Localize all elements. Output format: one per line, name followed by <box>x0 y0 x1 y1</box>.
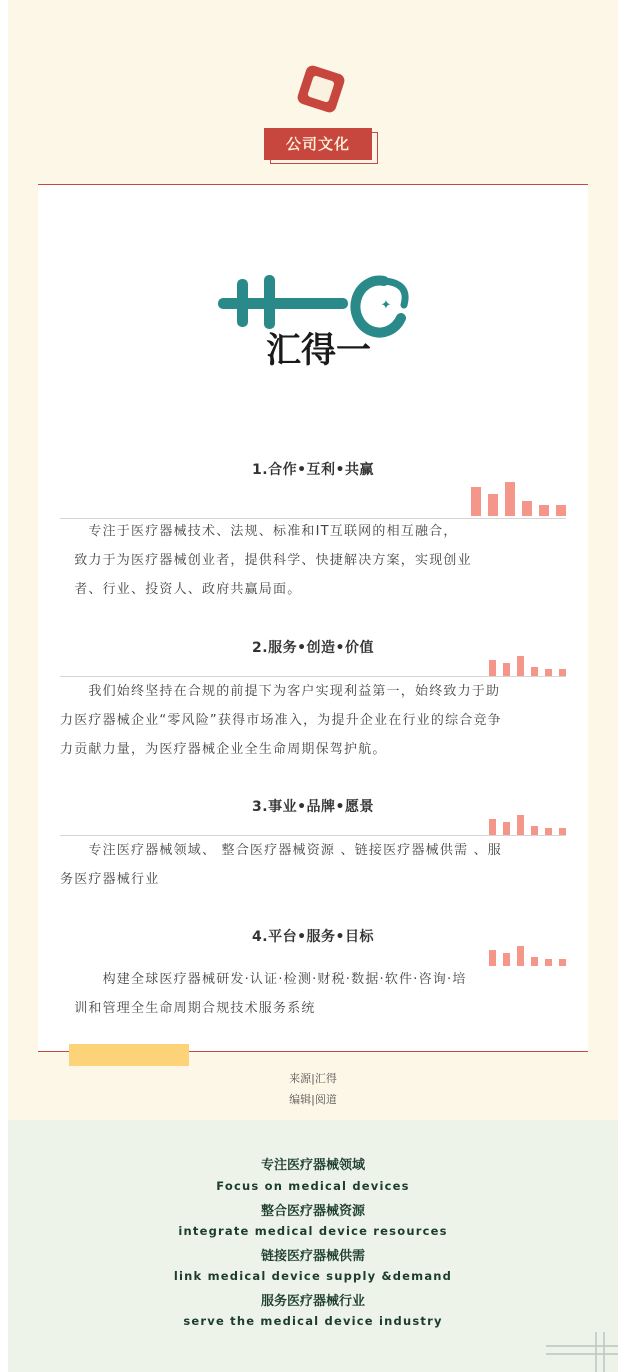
badge-label: 公司文化 <box>264 128 372 160</box>
section-4-title: 4.平台•服务•目标 <box>252 929 374 945</box>
footer-panel <box>8 1120 618 1372</box>
bar-decoration-icon <box>489 656 566 676</box>
section-2-title: 2.服务•创造•价值 <box>252 640 374 656</box>
slogan-cn: 链接医疗器械供需 <box>260 1249 365 1264</box>
bar-decoration-icon <box>489 946 566 966</box>
text-line: 训和管理全生命周期合规技术服务系统 <box>60 1001 316 1016</box>
hash-lines-icon <box>546 1326 618 1372</box>
slogan-cn: 专注医疗器械领域 <box>260 1158 365 1173</box>
slogan-en: link medical device supply &demand <box>173 1269 453 1283</box>
section-2-body <box>60 677 566 764</box>
text-line: 力贡献力量，为医疗器械企业全生命周期保驾护航。 <box>60 742 387 757</box>
text-line: 构建全球医疗器械研发·认证·检测·财税·数据·软件·咨询·培 <box>60 972 467 987</box>
text-line: 致力于为医疗器械创业者，提供科学、快捷解决方案，实现创业 <box>60 553 472 568</box>
bar-decoration-icon <box>489 815 566 835</box>
slogan-en: serve the medical device industry <box>183 1314 443 1328</box>
text-line: 专注医疗器械领域、 整合医疗器械资源 、链接医疗器械供需 、服 <box>60 843 502 858</box>
slogan-cn: 整合医疗器械资源 <box>260 1204 365 1219</box>
logo-brand-text: 汇得一 <box>266 331 372 371</box>
text-line: 专注于医疗器械技术、法规、标准和IT互联网的相互融合， <box>60 524 458 539</box>
bar-decoration-icon <box>471 482 566 516</box>
section-1-title: 1.合作•互利•共赢 <box>252 462 374 478</box>
text-line: 我们始终坚持在合规的前提下为客户实现利益第一，始终致力于助 <box>60 684 501 699</box>
text-line: 力医疗器械企业“零风险”获得市场准入，为提升企业在行业的综合竞争 <box>60 713 502 728</box>
source-credit: 来源|汇得 <box>289 1072 337 1085</box>
section-1-body <box>60 517 566 604</box>
content-card <box>38 184 588 1052</box>
slogan-cn: 服务医疗器械行业 <box>260 1294 365 1309</box>
editor-credit: 编辑|阅道 <box>289 1093 337 1106</box>
yellow-accent-bar <box>69 1044 189 1066</box>
section-3-title: 3.事业•品牌•愿景 <box>252 799 374 815</box>
svg-text:✦: ✦ <box>380 298 392 313</box>
section-4-body <box>60 965 566 1023</box>
text-line: 者、行业、投资人、政府共赢局面。 <box>60 582 302 597</box>
slogan-en: Focus on medical devices <box>216 1179 410 1193</box>
section-badge <box>264 128 378 164</box>
diamond-badge-icon <box>292 60 350 118</box>
section-3-body <box>60 836 566 894</box>
text-line: 务医疗器械行业 <box>60 872 160 887</box>
slogan-en: integrate medical device resources <box>178 1224 448 1238</box>
